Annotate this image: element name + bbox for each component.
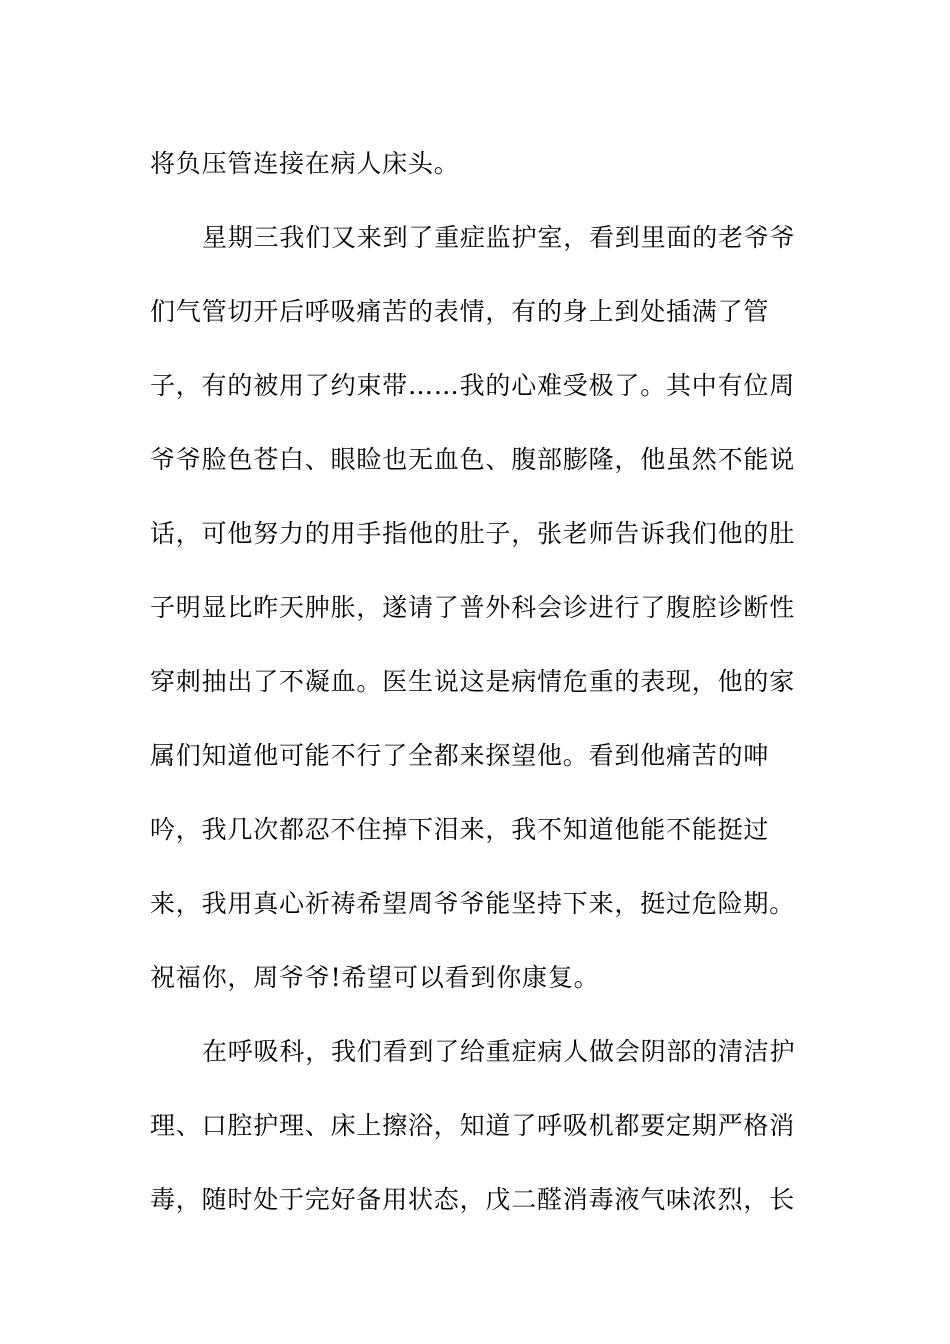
text-line: 祝福你，周爷爷!希望可以看到你康复。 (150, 963, 600, 992)
text-line: 来，我用真心祈祷希望周爷爷能坚持下来，挺过危险期。 (150, 889, 796, 918)
paragraph-start-line: 在呼吸科，我们看到了给重症病人做会阴部的清洁护 (202, 1037, 796, 1066)
text-line: 子明显比昨天肿胀，遂请了普外科会诊进行了腹腔诊断性 (150, 593, 796, 622)
text-line: 穿刺抽出了不凝血。医生说这是病情危重的表现，他的家 (150, 667, 796, 696)
text-line: 理、口腔护理、床上擦浴，知道了呼吸机都要定期严格消 (150, 1111, 796, 1140)
paragraph-start-line: 星期三我们又来到了重症监护室，看到里面的老爷爷 (202, 223, 796, 252)
text-line: 将负压管连接在病人床头。 (150, 149, 460, 178)
text-line: 子，有的被用了约束带……我的心难受极了。其中有位周 (150, 371, 796, 400)
text-line: 吟，我几次都忍不住掉下泪来，我不知道他能不能挺过 (150, 815, 770, 844)
text-line: 爷爷脸色苍白、眼睑也无血色、腹部膨隆，他虽然不能说 (150, 445, 796, 474)
text-line: 们气管切开后呼吸痛苦的表情，有的身上到处插满了管 (150, 297, 770, 326)
text-line: 属们知道他可能不行了全都来探望他。看到他痛苦的呻 (150, 741, 770, 770)
text-line: 毒，随时处于完好备用状态，戊二醛消毒液气味浓烈，长 (150, 1185, 796, 1214)
text-line: 话，可他努力的用手指他的肚子，张老师告诉我们他的肚 (150, 519, 796, 548)
document-body (150, 127, 796, 1237)
